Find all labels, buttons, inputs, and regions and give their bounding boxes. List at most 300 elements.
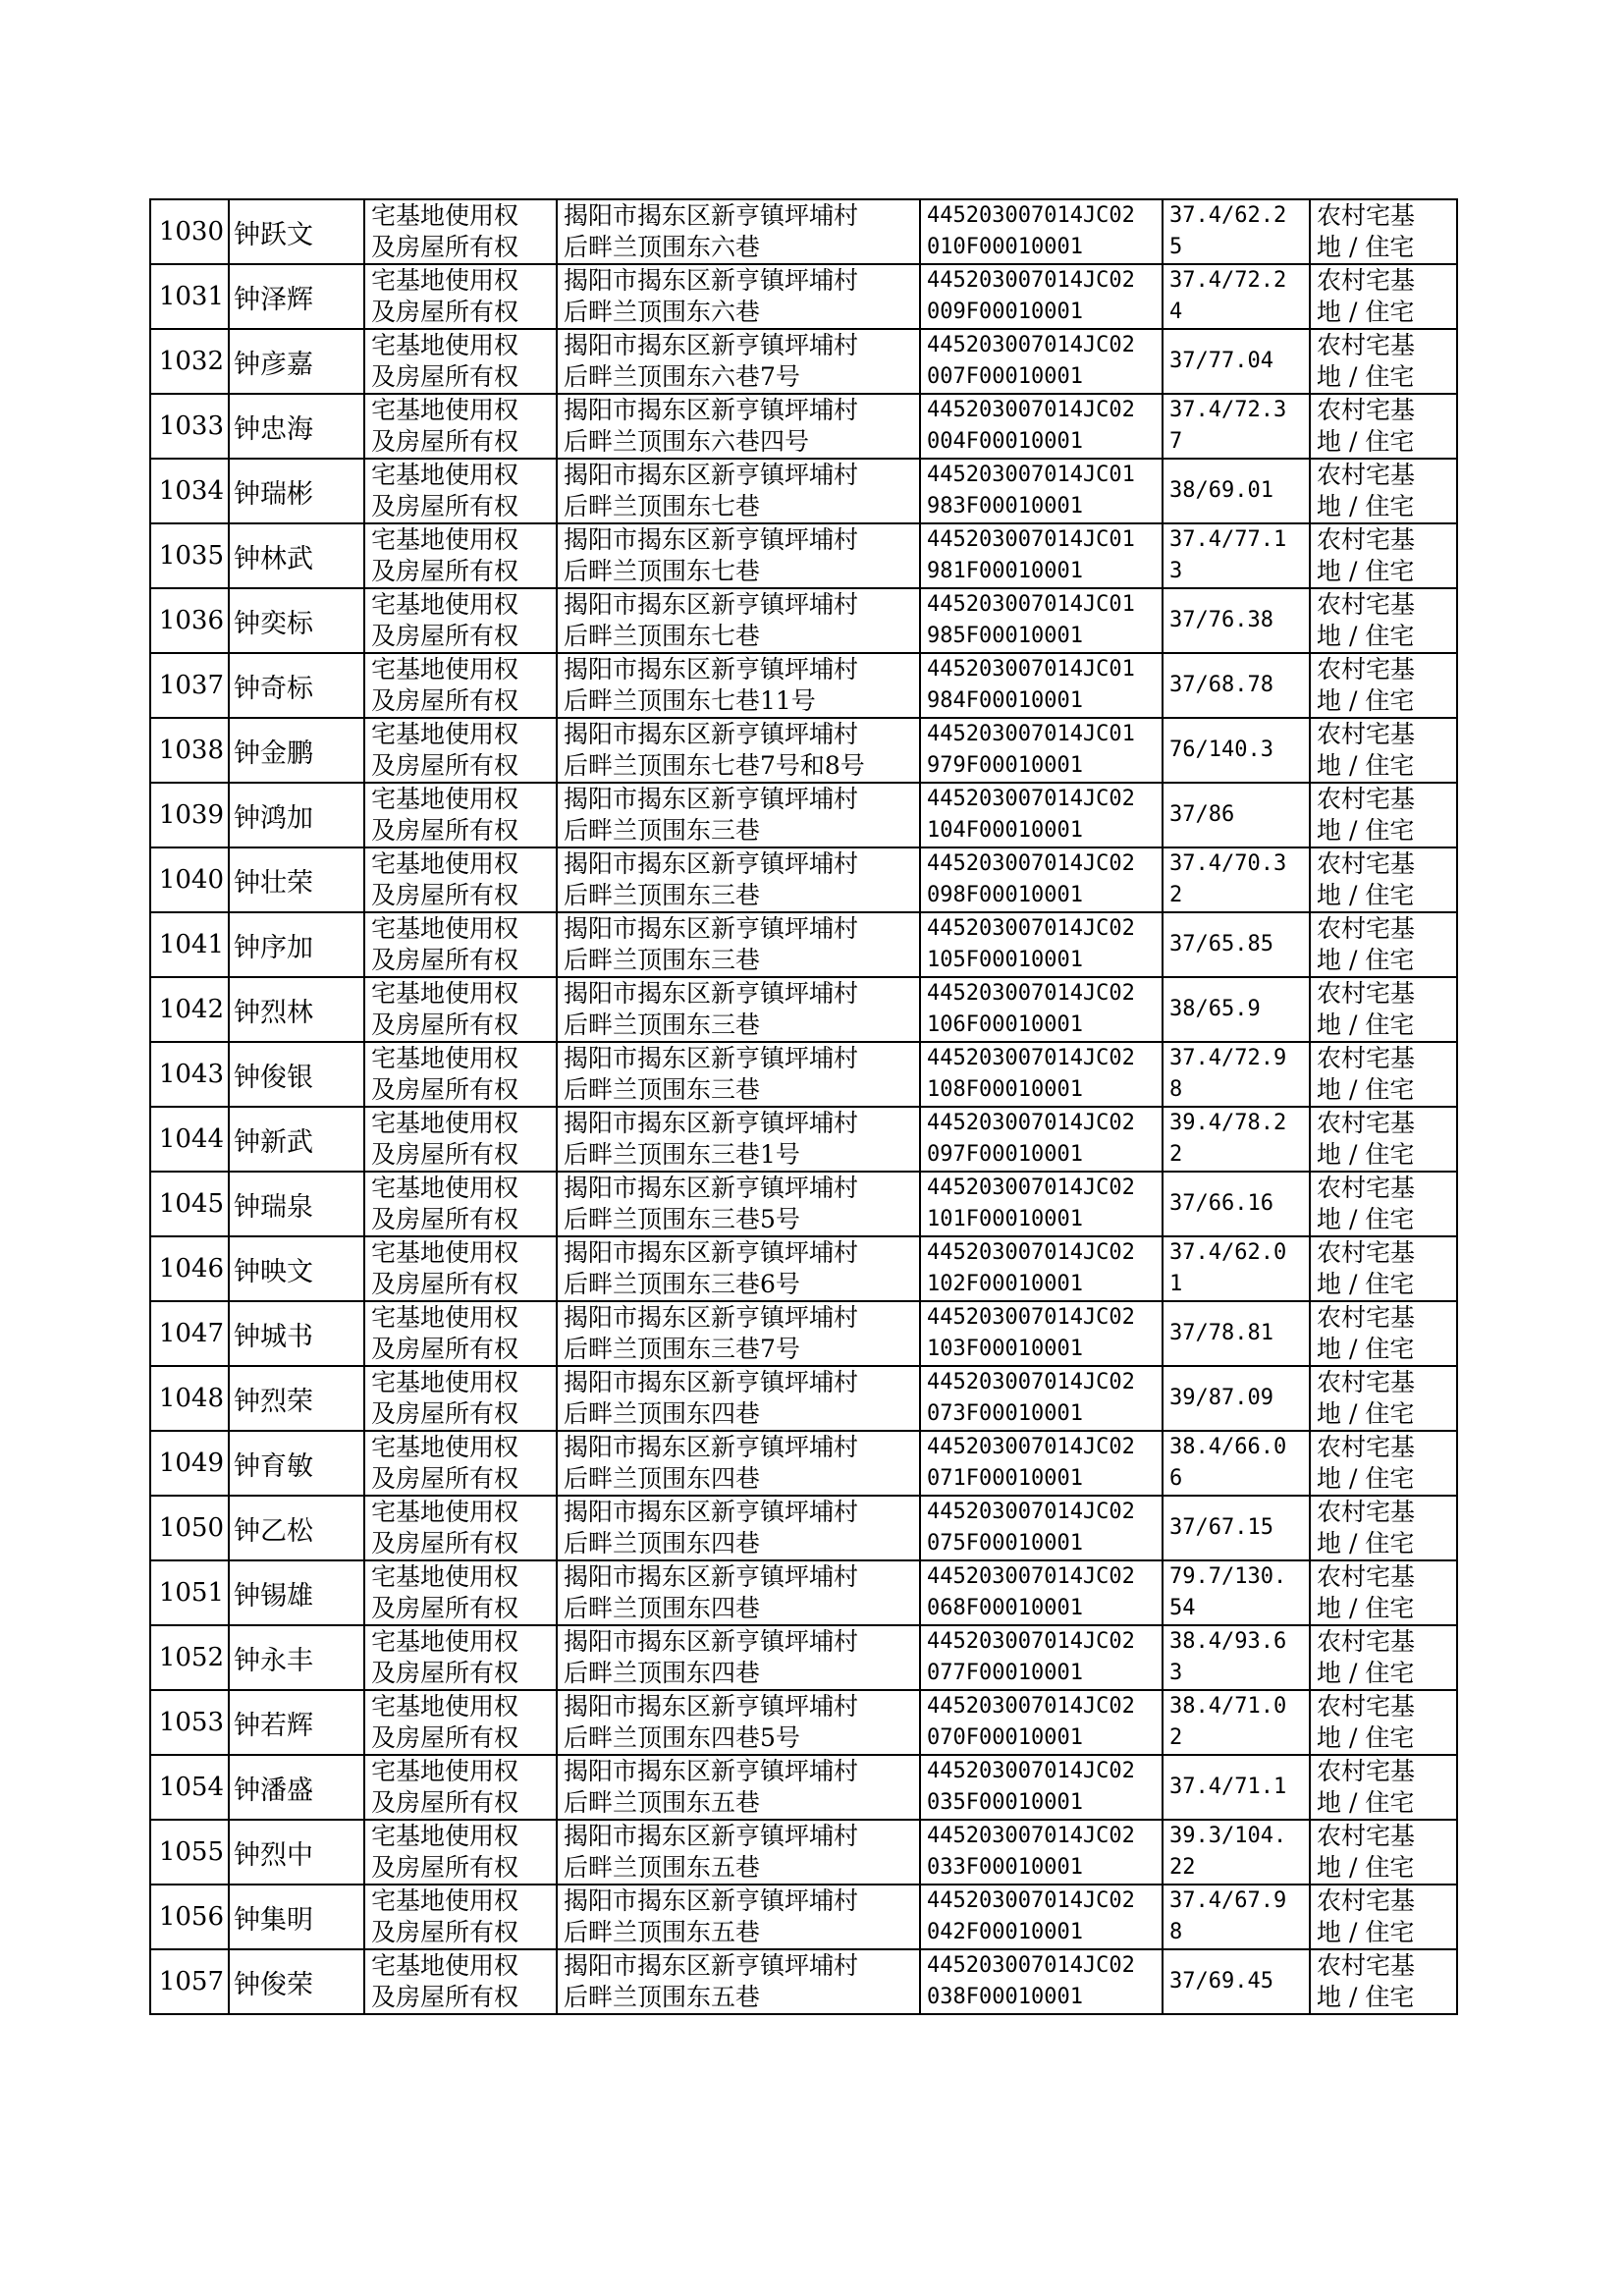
cell-right-type-line: 宅基地使用权 bbox=[371, 1174, 519, 1202]
cell-right-type-line: 及房屋所有权 bbox=[371, 1918, 519, 1946]
cell-address-line: 后畔兰顶围东三巷 bbox=[564, 816, 761, 845]
cell-owner-name: 钟烈林 bbox=[229, 977, 364, 1042]
cell-area-line: 6 bbox=[1169, 1466, 1183, 1491]
cell-area-line: 8 bbox=[1169, 1077, 1183, 1102]
cell-usage bbox=[1310, 847, 1457, 912]
cell-right-type-line: 宅基地使用权 bbox=[371, 266, 519, 295]
cell-area-line: 37/78.81 bbox=[1169, 1321, 1273, 1345]
cell-unit-code-line: 077F00010001 bbox=[927, 1661, 1083, 1685]
cell-area-line: 37/67.15 bbox=[1169, 1515, 1273, 1540]
cell-unit-code-line: 445203007014JC02 bbox=[927, 333, 1135, 357]
cell-right-type-line: 及房屋所有权 bbox=[371, 686, 519, 715]
cell-address-line: 揭阳市揭东区新亨镇坪埔村 bbox=[564, 1627, 859, 1656]
cell-address-line: 后畔兰顶围东三巷 bbox=[564, 1011, 761, 1039]
cell-area-line: 37/86 bbox=[1169, 802, 1235, 827]
cell-address-line: 后畔兰顶围东三巷 bbox=[564, 881, 761, 909]
cell-area-line: 37/76.38 bbox=[1169, 608, 1273, 632]
cell-owner-name: 钟序加 bbox=[229, 912, 364, 977]
cell-usage-line: 农村宅基 bbox=[1317, 914, 1416, 943]
cell-unit-code bbox=[920, 1690, 1163, 1755]
cell-unit-code-line: 445203007014JC02 bbox=[927, 1046, 1135, 1070]
cell-right-type bbox=[364, 1431, 557, 1496]
cell-usage-line: 地 / 住宅 bbox=[1317, 298, 1415, 326]
cell-usage-line: 地 / 住宅 bbox=[1317, 1205, 1415, 1233]
cell-address-line: 揭阳市揭东区新亨镇坪埔村 bbox=[564, 1886, 859, 1915]
cell-address bbox=[557, 977, 920, 1042]
cell-area bbox=[1163, 1431, 1310, 1496]
cell-right-type-line: 宅基地使用权 bbox=[371, 1303, 519, 1332]
cell-usage-line: 农村宅基 bbox=[1317, 1951, 1416, 1980]
cell-unit-code-line: 983F00010001 bbox=[927, 494, 1083, 519]
cell-area bbox=[1163, 523, 1310, 588]
cell-right-type-line: 及房屋所有权 bbox=[371, 1464, 519, 1493]
cell-record-number: 1038 bbox=[150, 718, 229, 783]
cell-unit-code bbox=[920, 459, 1163, 523]
cell-area bbox=[1163, 1107, 1310, 1172]
cell-address bbox=[557, 1107, 920, 1172]
cell-address-line: 揭阳市揭东区新亨镇坪埔村 bbox=[564, 1303, 859, 1332]
cell-area-line: 3 bbox=[1169, 559, 1183, 583]
cell-address bbox=[557, 264, 920, 329]
cell-unit-code bbox=[920, 1301, 1163, 1366]
cell-address-line: 揭阳市揭东区新亨镇坪埔村 bbox=[564, 1174, 859, 1202]
cell-area-line: 37.4/72.3 bbox=[1169, 398, 1287, 422]
cell-address bbox=[557, 912, 920, 977]
cell-area-line: 79.7/130. bbox=[1169, 1564, 1287, 1589]
cell-right-type-line: 及房屋所有权 bbox=[371, 427, 519, 456]
cell-right-type-line: 宅基地使用权 bbox=[371, 1433, 519, 1461]
cell-right-type bbox=[364, 1560, 557, 1625]
cell-record-number: 1042 bbox=[150, 977, 229, 1042]
cell-area bbox=[1163, 1755, 1310, 1820]
cell-usage-line: 农村宅基 bbox=[1317, 525, 1416, 554]
table-row bbox=[150, 1690, 1457, 1755]
cell-unit-code-line: 042F00010001 bbox=[927, 1920, 1083, 1944]
cell-area bbox=[1163, 1560, 1310, 1625]
cell-owner-name: 钟壮荣 bbox=[229, 847, 364, 912]
cell-area bbox=[1163, 329, 1310, 394]
cell-usage bbox=[1310, 1560, 1457, 1625]
cell-area-line: 37.4/62.0 bbox=[1169, 1240, 1287, 1265]
cell-address bbox=[557, 588, 920, 653]
cell-area bbox=[1163, 1820, 1310, 1885]
cell-area bbox=[1163, 1949, 1310, 2014]
cell-area-line: 2 bbox=[1169, 1142, 1183, 1167]
cell-usage-line: 地 / 住宅 bbox=[1317, 1659, 1415, 1687]
cell-usage-line: 农村宅基 bbox=[1317, 461, 1416, 489]
cell-right-type-line: 宅基地使用权 bbox=[371, 396, 519, 424]
cell-record-number: 1039 bbox=[150, 783, 229, 847]
cell-unit-code bbox=[920, 394, 1163, 459]
table-row bbox=[150, 199, 1457, 264]
cell-usage-line: 农村宅基 bbox=[1317, 1109, 1416, 1137]
cell-record-number: 1048 bbox=[150, 1366, 229, 1431]
cell-usage bbox=[1310, 1236, 1457, 1301]
cell-record-number: 1043 bbox=[150, 1042, 229, 1107]
cell-area-line: 37.4/70.3 bbox=[1169, 851, 1287, 876]
cell-address bbox=[557, 1172, 920, 1236]
cell-area-line: 8 bbox=[1169, 1920, 1183, 1944]
cell-usage-line: 地 / 住宅 bbox=[1317, 1723, 1415, 1752]
cell-right-type bbox=[364, 653, 557, 718]
cell-unit-code-line: 010F00010001 bbox=[927, 235, 1083, 259]
table-row bbox=[150, 588, 1457, 653]
cell-unit-code-line: 445203007014JC02 bbox=[927, 1111, 1135, 1135]
cell-owner-name: 钟彦嘉 bbox=[229, 329, 364, 394]
cell-usage bbox=[1310, 1625, 1457, 1690]
cell-address-line: 揭阳市揭东区新亨镇坪埔村 bbox=[564, 655, 859, 683]
cell-unit-code bbox=[920, 1107, 1163, 1172]
cell-area-line: 37/65.85 bbox=[1169, 932, 1273, 956]
cell-usage bbox=[1310, 588, 1457, 653]
cell-unit-code-line: 445203007014JC02 bbox=[927, 1500, 1135, 1524]
cell-address-line: 揭阳市揭东区新亨镇坪埔村 bbox=[564, 1692, 859, 1721]
cell-usage-line: 地 / 住宅 bbox=[1317, 492, 1415, 520]
cell-usage-line: 地 / 住宅 bbox=[1317, 1983, 1415, 2011]
cell-usage-line: 地 / 住宅 bbox=[1317, 1140, 1415, 1169]
cell-address-line: 后畔兰顶围东三巷1号 bbox=[564, 1140, 800, 1169]
cell-right-type-line: 及房屋所有权 bbox=[371, 816, 519, 845]
cell-address-line: 后畔兰顶围东六巷四号 bbox=[564, 427, 810, 456]
cell-usage bbox=[1310, 1690, 1457, 1755]
cell-area-line: 38.4/66.0 bbox=[1169, 1435, 1287, 1459]
cell-usage-line: 农村宅基 bbox=[1317, 1822, 1416, 1850]
cell-usage-line: 农村宅基 bbox=[1317, 1692, 1416, 1721]
cell-unit-code-line: 445203007014JC01 bbox=[927, 657, 1135, 682]
cell-address-line: 后畔兰顶围东七巷 bbox=[564, 492, 761, 520]
cell-usage-line: 农村宅基 bbox=[1317, 1627, 1416, 1656]
cell-area bbox=[1163, 459, 1310, 523]
cell-unit-code-line: 007F00010001 bbox=[927, 364, 1083, 389]
cell-usage-line: 农村宅基 bbox=[1317, 266, 1416, 295]
cell-record-number: 1032 bbox=[150, 329, 229, 394]
table-row bbox=[150, 1885, 1457, 1949]
cell-right-type bbox=[364, 1236, 557, 1301]
cell-record-number: 1045 bbox=[150, 1172, 229, 1236]
cell-area bbox=[1163, 264, 1310, 329]
cell-right-type bbox=[364, 459, 557, 523]
cell-owner-name: 钟俊银 bbox=[229, 1042, 364, 1107]
table-row bbox=[150, 977, 1457, 1042]
cell-usage-line: 农村宅基 bbox=[1317, 201, 1416, 230]
table-row bbox=[150, 523, 1457, 588]
cell-usage-line: 地 / 住宅 bbox=[1317, 816, 1415, 845]
cell-unit-code bbox=[920, 653, 1163, 718]
cell-right-type bbox=[364, 1496, 557, 1560]
cell-unit-code bbox=[920, 1431, 1163, 1496]
cell-usage bbox=[1310, 1755, 1457, 1820]
table-row bbox=[150, 1625, 1457, 1690]
cell-address-line: 后畔兰顶围东五巷 bbox=[564, 1918, 761, 1946]
cell-owner-name: 钟潘盛 bbox=[229, 1755, 364, 1820]
cell-area-line: 2 bbox=[1169, 1725, 1183, 1750]
cell-right-type bbox=[364, 1366, 557, 1431]
cell-address bbox=[557, 718, 920, 783]
cell-right-type-line: 及房屋所有权 bbox=[371, 1723, 519, 1752]
cell-address-line: 后畔兰顶围东三巷 bbox=[564, 946, 761, 974]
table-row bbox=[150, 459, 1457, 523]
cell-area-line: 37/69.45 bbox=[1169, 1969, 1273, 1994]
cell-owner-name: 钟烈荣 bbox=[229, 1366, 364, 1431]
cell-usage bbox=[1310, 394, 1457, 459]
cell-record-number: 1034 bbox=[150, 459, 229, 523]
cell-address-line: 后畔兰顶围东六巷 bbox=[564, 233, 761, 261]
cell-usage-line: 农村宅基 bbox=[1317, 1368, 1416, 1396]
cell-owner-name: 钟奇标 bbox=[229, 653, 364, 718]
cell-right-type-line: 宅基地使用权 bbox=[371, 1562, 519, 1591]
cell-right-type bbox=[364, 718, 557, 783]
cell-address-line: 揭阳市揭东区新亨镇坪埔村 bbox=[564, 1498, 859, 1526]
cell-address-line: 后畔兰顶围东四巷 bbox=[564, 1399, 761, 1428]
cell-owner-name: 钟锡雄 bbox=[229, 1560, 364, 1625]
cell-record-number: 1035 bbox=[150, 523, 229, 588]
cell-address-line: 后畔兰顶围东五巷 bbox=[564, 1853, 761, 1882]
table-row bbox=[150, 847, 1457, 912]
cell-usage bbox=[1310, 1820, 1457, 1885]
cell-usage bbox=[1310, 1301, 1457, 1366]
cell-usage-line: 农村宅基 bbox=[1317, 1886, 1416, 1915]
cell-unit-code-line: 106F00010001 bbox=[927, 1012, 1083, 1037]
cell-unit-code bbox=[920, 199, 1163, 264]
cell-right-type-line: 宅基地使用权 bbox=[371, 1109, 519, 1137]
cell-area bbox=[1163, 1496, 1310, 1560]
table-row bbox=[150, 783, 1457, 847]
cell-owner-name: 钟若辉 bbox=[229, 1690, 364, 1755]
cell-owner-name: 钟跃文 bbox=[229, 199, 364, 264]
cell-address bbox=[557, 394, 920, 459]
cell-usage-line: 农村宅基 bbox=[1317, 1238, 1416, 1267]
cell-address bbox=[557, 523, 920, 588]
cell-unit-code-line: 984F00010001 bbox=[927, 688, 1083, 713]
cell-unit-code-line: 445203007014JC02 bbox=[927, 1305, 1135, 1330]
cell-right-type-line: 及房屋所有权 bbox=[371, 1983, 519, 2011]
cell-area-line: 38/69.01 bbox=[1169, 478, 1273, 503]
cell-address-line: 后畔兰顶围东七巷7号和8号 bbox=[564, 751, 865, 780]
cell-area-line: 37.4/71.1 bbox=[1169, 1775, 1287, 1799]
cell-address-line: 揭阳市揭东区新亨镇坪埔村 bbox=[564, 396, 859, 424]
cell-right-type-line: 宅基地使用权 bbox=[371, 979, 519, 1008]
cell-usage-line: 农村宅基 bbox=[1317, 1044, 1416, 1072]
cell-unit-code-line: 075F00010001 bbox=[927, 1531, 1083, 1556]
table-row bbox=[150, 653, 1457, 718]
cell-usage-line: 地 / 住宅 bbox=[1317, 1075, 1415, 1104]
cell-area-line: 37.4/72.2 bbox=[1169, 268, 1287, 293]
cell-unit-code-line: 102F00010001 bbox=[927, 1272, 1083, 1296]
cell-unit-code-line: 445203007014JC02 bbox=[927, 398, 1135, 422]
cell-unit-code bbox=[920, 1042, 1163, 1107]
cell-unit-code-line: 445203007014JC02 bbox=[927, 268, 1135, 293]
cell-unit-code bbox=[920, 1625, 1163, 1690]
cell-owner-name: 钟乙松 bbox=[229, 1496, 364, 1560]
cell-address-line: 揭阳市揭东区新亨镇坪埔村 bbox=[564, 849, 859, 878]
table-row bbox=[150, 1949, 1457, 2014]
cell-usage-line: 农村宅基 bbox=[1317, 1174, 1416, 1202]
cell-unit-code bbox=[920, 1885, 1163, 1949]
cell-address-line: 后畔兰顶围东三巷6号 bbox=[564, 1270, 800, 1298]
cell-area-line: 7 bbox=[1169, 429, 1183, 454]
cell-unit-code bbox=[920, 1496, 1163, 1560]
cell-right-type bbox=[364, 1042, 557, 1107]
cell-unit-code-line: 445203007014JC02 bbox=[927, 1629, 1135, 1654]
cell-record-number: 1054 bbox=[150, 1755, 229, 1820]
cell-area-line: 37/66.16 bbox=[1169, 1191, 1273, 1216]
record-table bbox=[149, 198, 1458, 2015]
cell-right-type bbox=[364, 912, 557, 977]
cell-unit-code bbox=[920, 912, 1163, 977]
cell-area-line: 2 bbox=[1169, 883, 1183, 907]
cell-usage-line: 农村宅基 bbox=[1317, 1433, 1416, 1461]
cell-address bbox=[557, 459, 920, 523]
table-row bbox=[150, 912, 1457, 977]
cell-area-line: 1 bbox=[1169, 1272, 1183, 1296]
cell-right-type-line: 及房屋所有权 bbox=[371, 946, 519, 974]
cell-unit-code-line: 981F00010001 bbox=[927, 559, 1083, 583]
cell-unit-code-line: 101F00010001 bbox=[927, 1207, 1083, 1231]
table-row bbox=[150, 1236, 1457, 1301]
cell-address-line: 后畔兰顶围东三巷5号 bbox=[564, 1205, 800, 1233]
cell-right-type-line: 宅基地使用权 bbox=[371, 1368, 519, 1396]
cell-address bbox=[557, 1366, 920, 1431]
table-row bbox=[150, 1172, 1457, 1236]
cell-usage bbox=[1310, 264, 1457, 329]
table-row bbox=[150, 1042, 1457, 1107]
cell-usage bbox=[1310, 783, 1457, 847]
cell-usage-line: 农村宅基 bbox=[1317, 1303, 1416, 1332]
cell-record-number: 1044 bbox=[150, 1107, 229, 1172]
cell-address bbox=[557, 783, 920, 847]
cell-address-line: 揭阳市揭东区新亨镇坪埔村 bbox=[564, 720, 859, 748]
cell-unit-code-line: 445203007014JC02 bbox=[927, 1953, 1135, 1978]
cell-right-type-line: 及房屋所有权 bbox=[371, 1399, 519, 1428]
cell-right-type-line: 及房屋所有权 bbox=[371, 622, 519, 650]
cell-usage-line: 农村宅基 bbox=[1317, 849, 1416, 878]
cell-unit-code-line: 445203007014JC02 bbox=[927, 1888, 1135, 1913]
cell-address-line: 揭阳市揭东区新亨镇坪埔村 bbox=[564, 266, 859, 295]
cell-area bbox=[1163, 1366, 1310, 1431]
cell-usage-line: 农村宅基 bbox=[1317, 785, 1416, 813]
cell-area-line: 39.4/78.2 bbox=[1169, 1111, 1287, 1135]
cell-right-type-line: 及房屋所有权 bbox=[371, 492, 519, 520]
cell-address bbox=[557, 1690, 920, 1755]
cell-area bbox=[1163, 1690, 1310, 1755]
cell-right-type-line: 宅基地使用权 bbox=[371, 1757, 519, 1785]
cell-address bbox=[557, 1949, 920, 2014]
cell-usage-line: 农村宅基 bbox=[1317, 331, 1416, 359]
cell-owner-name: 钟烈中 bbox=[229, 1820, 364, 1885]
cell-right-type-line: 及房屋所有权 bbox=[371, 1788, 519, 1817]
cell-area bbox=[1163, 1172, 1310, 1236]
cell-owner-name: 钟永丰 bbox=[229, 1625, 364, 1690]
cell-record-number: 1057 bbox=[150, 1949, 229, 2014]
cell-unit-code bbox=[920, 718, 1163, 783]
cell-address bbox=[557, 1560, 920, 1625]
cell-unit-code bbox=[920, 1820, 1163, 1885]
cell-right-type bbox=[364, 1301, 557, 1366]
table-row bbox=[150, 1560, 1457, 1625]
cell-usage-line: 地 / 住宅 bbox=[1317, 1918, 1415, 1946]
cell-area bbox=[1163, 1885, 1310, 1949]
cell-address-line: 后畔兰顶围东四巷 bbox=[564, 1529, 761, 1557]
cell-address-line: 后畔兰顶围东三巷7号 bbox=[564, 1335, 800, 1363]
cell-usage-line: 地 / 住宅 bbox=[1317, 1335, 1415, 1363]
cell-unit-code-line: 445203007014JC01 bbox=[927, 463, 1135, 487]
cell-usage bbox=[1310, 1042, 1457, 1107]
cell-record-number: 1041 bbox=[150, 912, 229, 977]
cell-owner-name: 钟瑞泉 bbox=[229, 1172, 364, 1236]
cell-address-line: 后畔兰顶围东六巷7号 bbox=[564, 362, 800, 391]
cell-usage-line: 农村宅基 bbox=[1317, 396, 1416, 424]
cell-address-line: 揭阳市揭东区新亨镇坪埔村 bbox=[564, 979, 859, 1008]
table-row bbox=[150, 1366, 1457, 1431]
cell-usage-line: 地 / 住宅 bbox=[1317, 1853, 1415, 1882]
cell-right-type-line: 及房屋所有权 bbox=[371, 362, 519, 391]
cell-usage-line: 地 / 住宅 bbox=[1317, 1464, 1415, 1493]
cell-unit-code-line: 985F00010001 bbox=[927, 624, 1083, 648]
cell-unit-code-line: 445203007014JC01 bbox=[927, 722, 1135, 746]
cell-right-type-line: 宅基地使用权 bbox=[371, 1627, 519, 1656]
cell-usage-line: 地 / 住宅 bbox=[1317, 751, 1415, 780]
cell-usage bbox=[1310, 977, 1457, 1042]
cell-owner-name: 钟城书 bbox=[229, 1301, 364, 1366]
cell-unit-code bbox=[920, 1236, 1163, 1301]
cell-right-type bbox=[364, 1172, 557, 1236]
cell-record-number: 1040 bbox=[150, 847, 229, 912]
cell-record-number: 1053 bbox=[150, 1690, 229, 1755]
cell-area bbox=[1163, 718, 1310, 783]
cell-record-number: 1055 bbox=[150, 1820, 229, 1885]
cell-unit-code-line: 445203007014JC01 bbox=[927, 527, 1135, 552]
cell-usage-line: 地 / 住宅 bbox=[1317, 1399, 1415, 1428]
cell-area bbox=[1163, 1301, 1310, 1366]
cell-record-number: 1036 bbox=[150, 588, 229, 653]
cell-right-type bbox=[364, 977, 557, 1042]
cell-right-type-line: 及房屋所有权 bbox=[371, 1140, 519, 1169]
cell-record-number: 1050 bbox=[150, 1496, 229, 1560]
cell-unit-code-line: 033F00010001 bbox=[927, 1855, 1083, 1880]
cell-address bbox=[557, 329, 920, 394]
cell-usage-line: 农村宅基 bbox=[1317, 720, 1416, 748]
cell-record-number: 1049 bbox=[150, 1431, 229, 1496]
cell-address-line: 揭阳市揭东区新亨镇坪埔村 bbox=[564, 525, 859, 554]
cell-area-line: 38/65.9 bbox=[1169, 997, 1261, 1021]
cell-unit-code-line: 445203007014JC02 bbox=[927, 1435, 1135, 1459]
table-row bbox=[150, 1755, 1457, 1820]
cell-unit-code-line: 445203007014JC01 bbox=[927, 592, 1135, 617]
cell-right-type-line: 宅基地使用权 bbox=[371, 1951, 519, 1980]
cell-record-number: 1033 bbox=[150, 394, 229, 459]
cell-usage bbox=[1310, 653, 1457, 718]
cell-usage-line: 地 / 住宅 bbox=[1317, 622, 1415, 650]
cell-owner-name: 钟金鹏 bbox=[229, 718, 364, 783]
cell-address bbox=[557, 1301, 920, 1366]
cell-right-type bbox=[364, 1625, 557, 1690]
cell-record-number: 1051 bbox=[150, 1560, 229, 1625]
cell-area-line: 37.4/77.1 bbox=[1169, 527, 1287, 552]
cell-area bbox=[1163, 653, 1310, 718]
cell-unit-code bbox=[920, 783, 1163, 847]
table-row bbox=[150, 1496, 1457, 1560]
cell-area bbox=[1163, 588, 1310, 653]
cell-address-line: 揭阳市揭东区新亨镇坪埔村 bbox=[564, 461, 859, 489]
cell-usage bbox=[1310, 523, 1457, 588]
table-row bbox=[150, 394, 1457, 459]
cell-usage bbox=[1310, 912, 1457, 977]
cell-address-line: 揭阳市揭东区新亨镇坪埔村 bbox=[564, 1757, 859, 1785]
cell-unit-code-line: 068F00010001 bbox=[927, 1596, 1083, 1620]
cell-right-type bbox=[364, 783, 557, 847]
cell-address-line: 后畔兰顶围东五巷 bbox=[564, 1788, 761, 1817]
cell-unit-code bbox=[920, 588, 1163, 653]
